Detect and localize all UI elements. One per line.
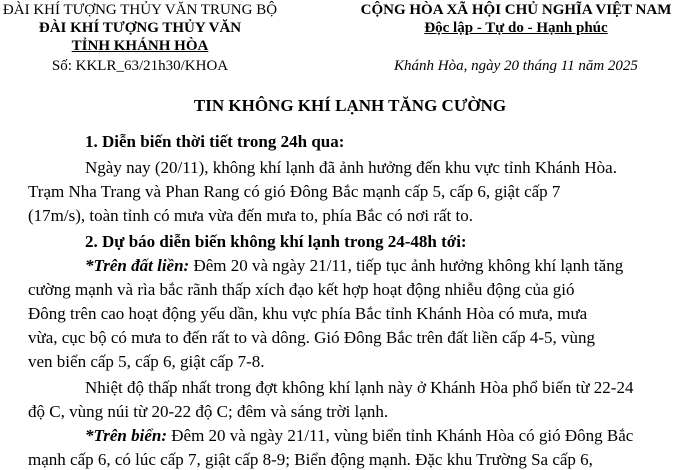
agency-line-3: TỈNH KHÁNH HÒA [71,38,209,54]
agency-line-1: ĐÀI KHÍ TƯỢNG THỦY VĂN TRUNG BỘ [2,2,278,18]
land-forecast-line: vừa, cục bộ có mưa to đến rất to và dông. Gió Đông Bắc trên đất liền cấp 4-5, vùng [28,328,595,347]
sea-label: *Trên biển: [85,426,168,445]
temperature-line: Nhiệt độ thấp nhất trong đợt không khí lạnh này ở Khánh Hòa phổ biến từ 22-24 [85,378,634,397]
land-text: Đêm 20 và ngày 21/11, tiếp tục ảnh hưởng không khí lạnh tăng [189,256,624,275]
section-1-line: (17m/s), toàn tỉnh có mưa vừa đến mưa to, phía Bắc có nơi rất to. [28,206,473,225]
section-1-line: Ngày nay (20/11), không khí lạnh đã ảnh hưởng đến khu vực tỉnh Khánh Hòa. [85,158,617,177]
national-title: CỘNG HÒA XÃ HỘI CHỦ NGHĨA VIỆT NAM [360,2,672,18]
agency-line-2: ĐÀI KHÍ TƯỢNG THỦY VĂN [38,20,242,36]
land-forecast-line: cường mạnh và rìa bắc rãnh thấp xích đạo kết hợp hoạt động nhiễu động của gió [28,280,575,299]
document-date: Khánh Hòa, ngày 20 tháng 11 năm 2025 [394,58,638,74]
sea-forecast-line: mạnh cấp 6, có lúc cấp 7, giật cấp 8-9; Biển động mạnh. Đặc khu Trường Sa cấp 6, [28,450,593,469]
land-forecast-line: Đông trên cao hoạt động yếu dần, khu vực phía Bắc tỉnh Khánh Hòa có mưa, mưa [28,304,588,323]
section-2-heading: 2. Dự báo diễn biến không khí lạnh trong 24-48h tới: [85,232,467,251]
national-motto: Độc lập - Tự do - Hạnh phúc [424,20,608,36]
sea-text: Đêm 20 và ngày 21/11, vùng biển tỉnh Khánh Hòa có gió Đông Bắc [167,426,634,445]
temperature-line: độ C, vùng núi từ 20-22 độ C; đêm và sáng trời lạnh. [28,402,389,421]
document-number: Số: KKLR_63/21h30/KHOA [51,58,229,74]
section-1-heading: 1. Diễn biến thời tiết trong 24h qua: [85,132,345,151]
land-label: *Trên đất liền: [85,256,190,275]
sea-forecast-first-line [85,426,633,446]
section-1-line: Trạm Nha Trang và Phan Rang có gió Đông Bắc mạnh cấp 5, cấp 6, giật cấp 7 [28,182,561,201]
land-forecast-first-line [85,256,623,276]
document-title: TIN KHÔNG KHÍ LẠNH TĂNG CƯỜNG [193,96,507,115]
land-forecast-line: ven biển cấp 5, cấp 6, giật cấp 7-8. [28,352,265,371]
